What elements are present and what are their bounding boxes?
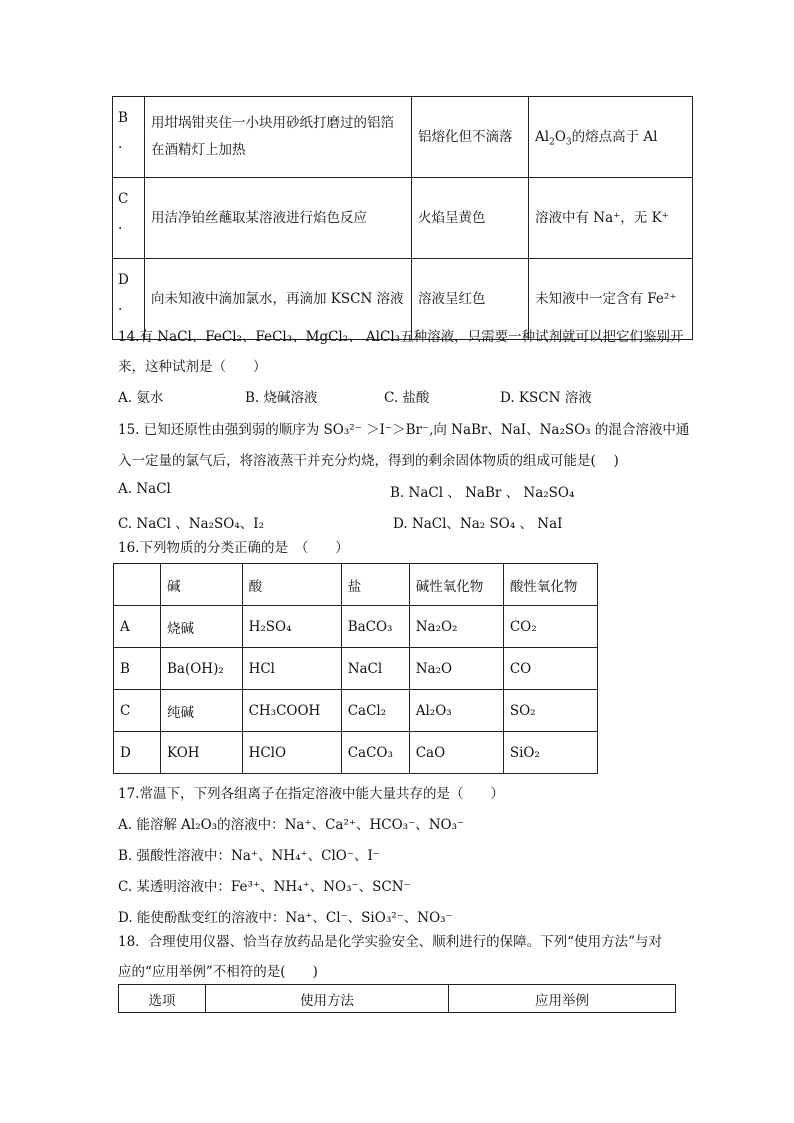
- table-cell: CH₃COOH: [242, 690, 341, 732]
- method-cell: 向未知液中滴加氯水，再滴加 KSCN 溶液: [145, 259, 412, 340]
- table-cell: H₂SO₄: [242, 606, 341, 648]
- row-label: C: [114, 690, 161, 732]
- row-label: C .: [113, 178, 145, 259]
- q17-option-d: D. 能使酚酞变红的溶液中：Na⁺、Cl⁻、SiO₃²⁻、NO₃⁻: [118, 910, 453, 926]
- experiment-table: [112, 96, 693, 340]
- q14-option-d: D. KSCN 溶液: [500, 390, 592, 406]
- table-cell: HClO: [242, 732, 341, 774]
- table-cell: Ba(OH)₂: [161, 648, 243, 690]
- table-row: [114, 606, 598, 648]
- q15-stem-line1: 15. 已知还原性由强到弱的顺序为 SO₃²⁻ ＞I⁻＞Br⁻,向 NaBr、NaI、Na₂SO₃ 的混合溶液中通: [118, 422, 690, 438]
- table-cell: 烧碱: [161, 606, 243, 648]
- table-cell: NaCl: [341, 648, 409, 690]
- usage-table: [118, 984, 676, 1013]
- table-cell: SiO₂: [503, 732, 597, 774]
- header-cell: 碱性氧化物: [409, 564, 503, 606]
- row-label: B .: [113, 97, 145, 178]
- header-cell: 选项: [119, 985, 206, 1013]
- table-cell: HCl: [242, 648, 341, 690]
- q15-stem-line2: 入一定量的氯气后，将溶液蒸干并充分灼烧，得到的剩余固体物质的组成可能是( ): [118, 453, 619, 469]
- table-cell: Al₂O₃: [409, 690, 503, 732]
- table-cell: CaCl₂: [341, 690, 409, 732]
- q17-option-b: B. 强酸性溶液中：Na⁺、NH₄⁺、ClO⁻、I⁻: [118, 848, 380, 864]
- table-cell: Na₂O₂: [409, 606, 503, 648]
- table-row: [113, 178, 693, 259]
- row-label: D .: [113, 259, 145, 340]
- q15-option-a: A. NaCl: [118, 481, 171, 497]
- conclusion-cell: 未知液中一定含有 Fe²⁺: [529, 259, 693, 340]
- table-cell: BaCO₃: [341, 606, 409, 648]
- q14-option-b: B. 烧碱溶液: [245, 390, 318, 406]
- q14-stem-line1: 14.有 NaCl、FeCl₂、FeCl₃、MgCl₂、 AlCl₃五种溶液，只需要一种试剂就可以把它们鉴别开: [118, 329, 684, 345]
- table-cell: Na₂O: [409, 648, 503, 690]
- header-cell: 酸性氧化物: [503, 564, 597, 606]
- q14-stem-line2: 来，这种试剂是（ ）: [118, 359, 267, 375]
- header-cell: 酸: [242, 564, 341, 606]
- q17-option-c: C. 某透明溶液中：Fe³⁺、NH₄⁺、NO₃⁻、SCN⁻: [118, 879, 411, 895]
- table-header-row: [114, 564, 598, 606]
- table-row: [114, 648, 598, 690]
- q15-option-b: B. NaCl 、 NaBr 、 Na₂SO₄: [390, 485, 575, 501]
- table-header-row: [119, 985, 676, 1013]
- table-cell: CO: [503, 648, 597, 690]
- header-cell: 盐: [341, 564, 409, 606]
- table-cell: KOH: [161, 732, 243, 774]
- q17-stem: 17.常温下，下列各组离子在指定溶液中能大量共存的是（ ）: [118, 786, 504, 802]
- q14-option-c: C. 盐酸: [384, 390, 430, 406]
- q18-stem-line1: 18．合理使用仪器、恰当存放药品是化学实验安全、顺利进行的保障。下列“使用方法”与对: [118, 934, 662, 950]
- q18-stem-line2: 应的“应用举例”不相符的是( ): [118, 964, 318, 980]
- phenomenon-cell: 火焰呈黄色: [412, 178, 529, 259]
- q14-option-a: A. 氨水: [118, 390, 164, 406]
- phenomenon-cell: 铝熔化但不滴落: [412, 97, 529, 178]
- table-row: [113, 97, 693, 178]
- classification-table: [113, 563, 598, 774]
- q15-option-c: C. NaCl 、Na₂SO₄、I₂: [118, 516, 264, 532]
- q15-option-d: D. NaCl、Na₂ SO₄ 、 NaI: [393, 516, 563, 532]
- phenomenon-cell: 溶液呈红色: [412, 259, 529, 340]
- method-cell: 用洁净铂丝蘸取某溶液进行焰色反应: [145, 178, 412, 259]
- row-label: D: [114, 732, 161, 774]
- table-cell: CO₂: [503, 606, 597, 648]
- header-cell: 应用举例: [449, 985, 676, 1013]
- table-cell: 纯碱: [161, 690, 243, 732]
- method-cell: 用坩埚钳夹住一小块用砂纸打磨过的铝箔 在酒精灯上加热: [145, 97, 412, 178]
- table-row: [114, 690, 598, 732]
- table-cell: CaO: [409, 732, 503, 774]
- row-label: A: [114, 606, 161, 648]
- conclusion-cell: $Al_2O_3$的熔点高于 Al: [529, 97, 693, 178]
- q17-option-a: A. 能溶解 Al₂O₃的溶液中：Na⁺、Ca²⁺、HCO₃⁻、NO₃⁻: [118, 817, 465, 833]
- header-cell: 使用方法: [206, 985, 449, 1013]
- header-cell: [114, 564, 161, 606]
- header-cell: 碱: [161, 564, 243, 606]
- row-label: B: [114, 648, 161, 690]
- table-row: [114, 732, 598, 774]
- q16-stem: 16.下列物质的分类正确的是 （ ）: [118, 540, 349, 556]
- table-cell: CaCO₃: [341, 732, 409, 774]
- conclusion-cell: 溶液中有 Na⁺，无 K⁺: [529, 178, 693, 259]
- table-cell: SO₂: [503, 690, 597, 732]
